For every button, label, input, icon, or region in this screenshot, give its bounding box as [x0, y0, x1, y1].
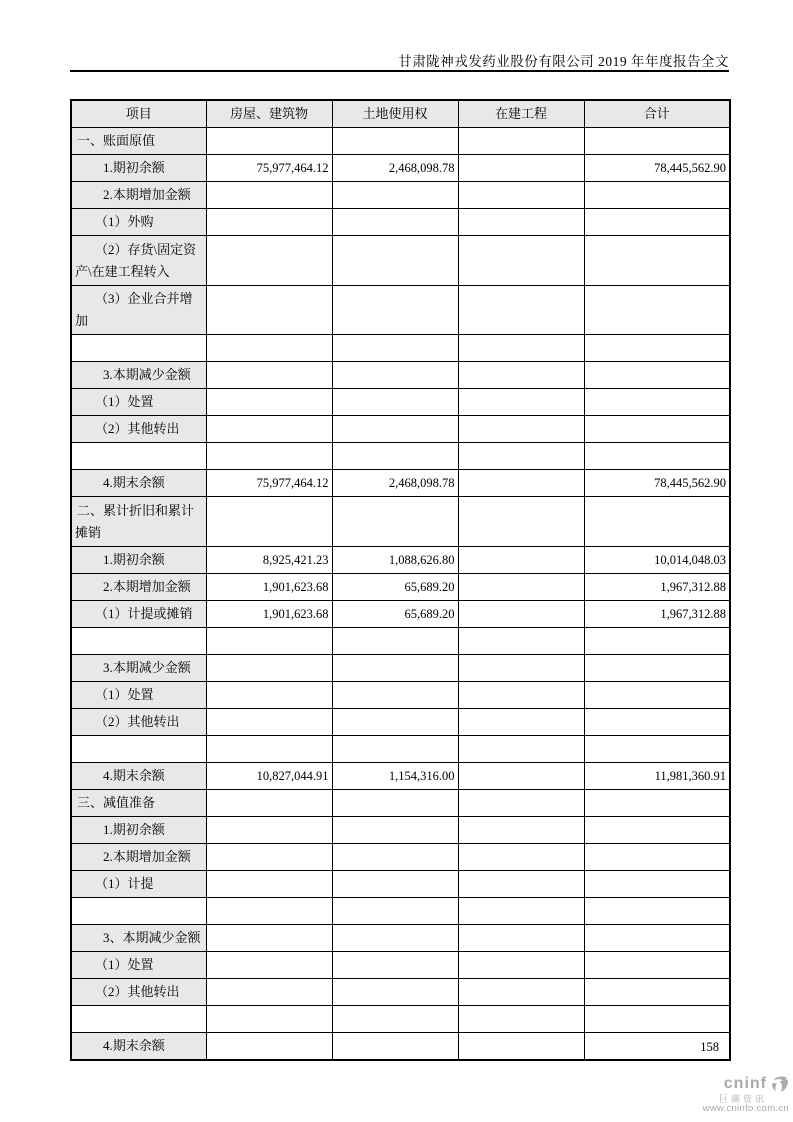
- column-header-buildings: 房屋、建筑物: [206, 100, 332, 128]
- table-row: [71, 286, 730, 335]
- value-cell: 1,967,312.88: [584, 574, 730, 601]
- row-label-cell: 1.期初余额: [71, 547, 206, 574]
- header-divider: [70, 70, 729, 72]
- value-cell: [458, 736, 584, 763]
- row-label-cell: 4.期末余额: [71, 763, 206, 790]
- value-cell: [458, 128, 584, 155]
- value-cell: [458, 286, 584, 335]
- row-label-cell: 二、累计折旧和累计摊销: [71, 497, 206, 547]
- value-cell: [332, 1033, 458, 1061]
- row-label-cell: （1）外购: [71, 209, 206, 236]
- table-row: [71, 817, 730, 844]
- value-cell: [584, 844, 730, 871]
- value-cell: [332, 335, 458, 362]
- value-cell: [584, 736, 730, 763]
- value-cell: [206, 790, 332, 817]
- table-row: [71, 763, 730, 790]
- value-cell: [332, 1006, 458, 1033]
- table-row: [71, 470, 730, 497]
- table-row: [71, 209, 730, 236]
- value-cell: [332, 682, 458, 709]
- table-row: [71, 736, 730, 763]
- value-cell: [458, 416, 584, 443]
- value-cell: [458, 628, 584, 655]
- row-label-cell: 4.期末余额: [71, 1033, 206, 1061]
- value-cell: [206, 389, 332, 416]
- value-cell: [332, 497, 458, 547]
- value-cell: [332, 817, 458, 844]
- value-cell: 11,981,360.91: [584, 763, 730, 790]
- value-cell: [206, 817, 332, 844]
- cninfo-brand-row: [703, 1074, 789, 1094]
- value-cell: [584, 817, 730, 844]
- value-cell: [584, 682, 730, 709]
- table-row: [71, 1006, 730, 1033]
- value-cell: [458, 1033, 584, 1061]
- row-label-cell: 4.期末余额: [71, 470, 206, 497]
- table-row: [71, 979, 730, 1006]
- value-cell: [584, 925, 730, 952]
- value-cell: [458, 335, 584, 362]
- row-label-cell: 1.期初余额: [71, 155, 206, 182]
- table-row: [71, 871, 730, 898]
- row-label-cell: （2）存货\固定资产\在建工程转入: [71, 236, 206, 286]
- value-cell: [206, 1033, 332, 1061]
- value-cell: [584, 236, 730, 286]
- table-row: [71, 182, 730, 209]
- value-cell: [206, 362, 332, 389]
- table-row: [71, 497, 730, 547]
- row-label-cell: （1）计提: [71, 871, 206, 898]
- table-row: [71, 655, 730, 682]
- value-cell: [332, 952, 458, 979]
- cninfo-swirl-icon: [769, 1074, 789, 1094]
- value-cell: [458, 209, 584, 236]
- value-cell: [458, 898, 584, 925]
- table-row: [71, 601, 730, 628]
- table-row: [71, 682, 730, 709]
- value-cell: [332, 443, 458, 470]
- table-row: [71, 709, 730, 736]
- value-cell: [584, 655, 730, 682]
- cninfo-url: www.cninfo.com.cn: [702, 1103, 789, 1115]
- row-label-cell: 3.本期减少金额: [71, 655, 206, 682]
- value-cell: [332, 736, 458, 763]
- row-label-cell: [71, 335, 206, 362]
- row-label-cell: [71, 443, 206, 470]
- value-cell: [458, 709, 584, 736]
- value-cell: [584, 335, 730, 362]
- row-label-cell: （1）处置: [71, 952, 206, 979]
- asset-table-body: [71, 128, 730, 1061]
- value-cell: 65,689.20: [332, 574, 458, 601]
- value-cell: [458, 497, 584, 547]
- value-cell: [332, 362, 458, 389]
- asset-table-header: [71, 100, 730, 128]
- column-header-construction-in-progress: 在建工程: [458, 100, 584, 128]
- value-cell: [332, 182, 458, 209]
- value-cell: [584, 497, 730, 547]
- report-header-title: 甘肃陇神戎发药业股份有限公司 2019 年年度报告全文: [398, 54, 729, 69]
- table-row: [71, 155, 730, 182]
- value-cell: [206, 209, 332, 236]
- value-cell: [206, 898, 332, 925]
- row-label-cell: 2.本期增加金额: [71, 182, 206, 209]
- value-cell: [458, 362, 584, 389]
- value-cell: [332, 655, 458, 682]
- value-cell: [458, 1006, 584, 1033]
- row-label-cell: （1）计提或摊销: [71, 601, 206, 628]
- value-cell: [206, 286, 332, 335]
- value-cell: 75,977,464.12: [206, 470, 332, 497]
- table-row: [71, 547, 730, 574]
- value-cell: [206, 443, 332, 470]
- table-row: [71, 443, 730, 470]
- table-row: [71, 362, 730, 389]
- table-row: [71, 389, 730, 416]
- value-cell: [458, 470, 584, 497]
- row-label-cell: 3.本期减少金额: [71, 362, 206, 389]
- value-cell: [458, 655, 584, 682]
- column-header-item: 项目: [71, 100, 206, 128]
- value-cell: 78,445,562.90: [584, 470, 730, 497]
- value-cell: [332, 128, 458, 155]
- value-cell: [332, 416, 458, 443]
- value-cell: 1,901,623.68: [206, 574, 332, 601]
- value-cell: [458, 574, 584, 601]
- value-cell: [458, 844, 584, 871]
- value-cell: [206, 871, 332, 898]
- table-row: [71, 335, 730, 362]
- value-cell: [332, 898, 458, 925]
- value-cell: 10,827,044.91: [206, 763, 332, 790]
- value-cell: [584, 709, 730, 736]
- table-row: [71, 1033, 730, 1061]
- value-cell: [206, 1006, 332, 1033]
- cninfo-brand-text: cninf: [723, 1074, 767, 1092]
- table-row: [71, 925, 730, 952]
- value-cell: [584, 952, 730, 979]
- value-cell: [206, 979, 332, 1006]
- value-cell: [584, 1006, 730, 1033]
- row-label-cell: （2）其他转出: [71, 979, 206, 1006]
- value-cell: [332, 790, 458, 817]
- fixed-assets-table: [70, 99, 731, 1061]
- value-cell: [458, 817, 584, 844]
- value-cell: [332, 389, 458, 416]
- row-label-cell: （2）其他转出: [71, 709, 206, 736]
- value-cell: [206, 182, 332, 209]
- value-cell: [584, 979, 730, 1006]
- value-cell: [206, 736, 332, 763]
- value-cell: [458, 601, 584, 628]
- value-cell: [584, 416, 730, 443]
- value-cell: [332, 628, 458, 655]
- value-cell: [458, 979, 584, 1006]
- value-cell: [458, 443, 584, 470]
- value-cell: [458, 763, 584, 790]
- value-cell: [584, 182, 730, 209]
- value-cell: [584, 286, 730, 335]
- value-cell: [332, 925, 458, 952]
- value-cell: [206, 628, 332, 655]
- row-label-cell: 3、本期减少金额: [71, 925, 206, 952]
- table-row: [71, 790, 730, 817]
- value-cell: [458, 952, 584, 979]
- value-cell: [458, 547, 584, 574]
- value-cell: [584, 362, 730, 389]
- page-number: 158: [700, 1040, 719, 1054]
- value-cell: [584, 790, 730, 817]
- value-cell: [206, 236, 332, 286]
- value-cell: [458, 871, 584, 898]
- value-cell: [206, 128, 332, 155]
- value-cell: [458, 236, 584, 286]
- value-cell: [206, 844, 332, 871]
- row-label-cell: （3）企业合并增加: [71, 286, 206, 335]
- value-cell: [332, 286, 458, 335]
- value-cell: [584, 443, 730, 470]
- row-label-cell: 2.本期增加金额: [71, 844, 206, 871]
- value-cell: 8,925,421.23: [206, 547, 332, 574]
- row-label-cell: [71, 736, 206, 763]
- table-row: [71, 574, 730, 601]
- value-cell: [332, 709, 458, 736]
- value-cell: [584, 898, 730, 925]
- value-cell: 1,154,316.00: [332, 763, 458, 790]
- value-cell: [332, 979, 458, 1006]
- row-label-cell: 1.期初余额: [71, 817, 206, 844]
- value-cell: [458, 155, 584, 182]
- value-cell: [206, 497, 332, 547]
- value-cell: [458, 790, 584, 817]
- row-label-cell: 三、减值准备: [71, 790, 206, 817]
- value-cell: [206, 655, 332, 682]
- column-header-land-use-rights: 土地使用权: [332, 100, 458, 128]
- value-cell: [458, 925, 584, 952]
- value-cell: 1,088,626.80: [332, 547, 458, 574]
- value-cell: [584, 871, 730, 898]
- row-label-cell: [71, 628, 206, 655]
- cninfo-brand-chinese: 巨潮资讯: [718, 1094, 767, 1104]
- value-cell: 2,468,098.78: [332, 470, 458, 497]
- row-label-cell: [71, 898, 206, 925]
- value-cell: [458, 389, 584, 416]
- value-cell: [206, 709, 332, 736]
- value-cell: [458, 682, 584, 709]
- value-cell: [584, 389, 730, 416]
- table-row: [71, 128, 730, 155]
- value-cell: [332, 209, 458, 236]
- value-cell: [584, 128, 730, 155]
- value-cell: [332, 844, 458, 871]
- value-cell: [584, 209, 730, 236]
- value-cell: 65,689.20: [332, 601, 458, 628]
- table-row: [71, 628, 730, 655]
- value-cell: [584, 628, 730, 655]
- row-label-cell: （1）处置: [71, 389, 206, 416]
- row-label-cell: 一、账面原值: [71, 128, 206, 155]
- table-row: [71, 844, 730, 871]
- row-label-cell: （2）其他转出: [71, 416, 206, 443]
- value-cell: 78,445,562.90: [584, 155, 730, 182]
- value-cell: 75,977,464.12: [206, 155, 332, 182]
- value-cell: [206, 682, 332, 709]
- value-cell: 2,468,098.78: [332, 155, 458, 182]
- header-row: [71, 100, 730, 128]
- value-cell: 1,967,312.88: [584, 601, 730, 628]
- value-cell: 10,014,048.03: [584, 547, 730, 574]
- value-cell: [332, 871, 458, 898]
- value-cell: [332, 236, 458, 286]
- value-cell: [206, 335, 332, 362]
- table-row: [71, 236, 730, 286]
- table-row: [71, 898, 730, 925]
- value-cell: [458, 182, 584, 209]
- row-label-cell: （1）处置: [71, 682, 206, 709]
- value-cell: [206, 416, 332, 443]
- table-row: [71, 416, 730, 443]
- column-header-total: 合计: [584, 100, 730, 128]
- value-cell: [206, 925, 332, 952]
- value-cell: 1,901,623.68: [206, 601, 332, 628]
- value-cell: [206, 952, 332, 979]
- row-label-cell: 2.本期增加金额: [71, 574, 206, 601]
- cninfo-logo: [703, 1074, 789, 1115]
- table-row: [71, 952, 730, 979]
- row-label-cell: [71, 1006, 206, 1033]
